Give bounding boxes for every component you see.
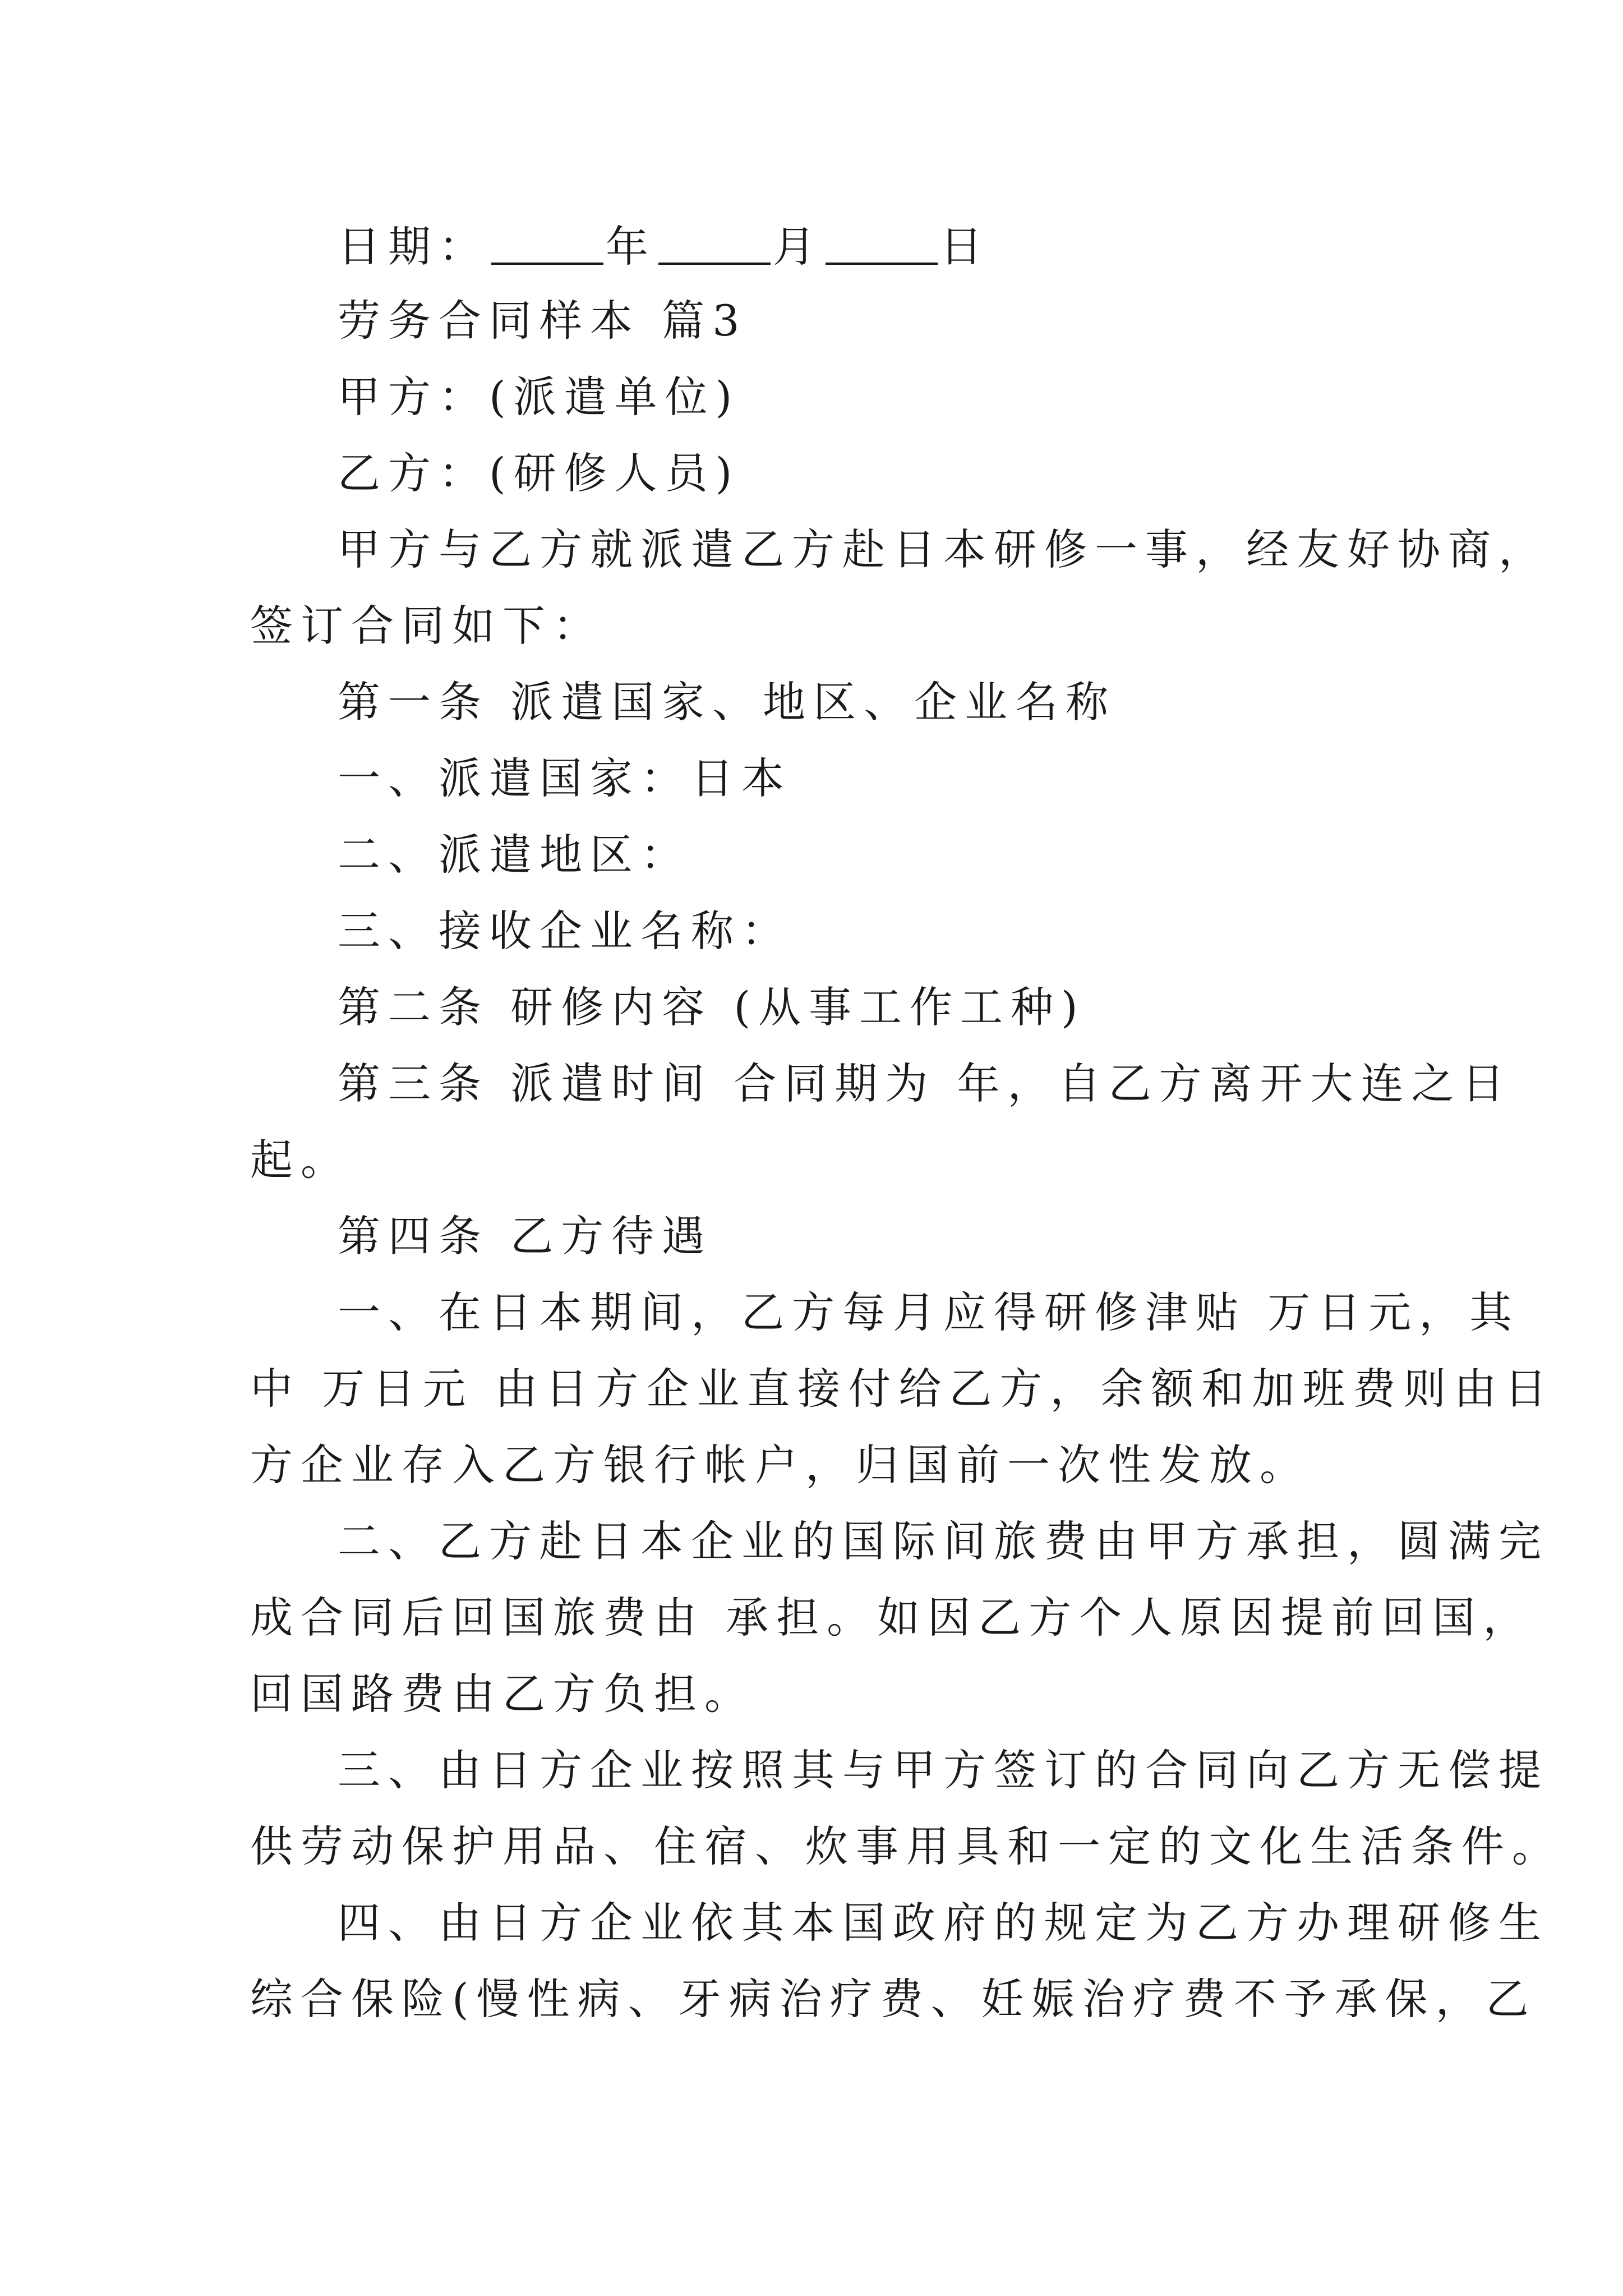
article1-title: 第一条 派遣国家、地区、企业名称 bbox=[338, 677, 1117, 727]
article4-p1-line-3: 方企业存入乙方银行帐户，归国前一次性发放。 bbox=[250, 1440, 1310, 1490]
date-line bbox=[338, 217, 1389, 272]
year-blank bbox=[491, 220, 603, 265]
party-b: 乙方：(研修人员) bbox=[338, 448, 740, 498]
article3-line-2: 起。 bbox=[250, 1135, 351, 1185]
article4-p2-line-2: 成合同后回国旅费由 承担。如因乙方个人原因提前回国， bbox=[250, 1593, 1534, 1642]
day-label: 日 bbox=[940, 222, 990, 272]
article4-p3-line-1: 三、由日方企业按照其与甲方签订的合同向乙方无偿提 bbox=[338, 1745, 1549, 1795]
article2-title: 第二条 研修内容 (从事工作工种) bbox=[338, 982, 1086, 1032]
article1-item-1: 一、派遣国家：日本 bbox=[338, 753, 792, 803]
party-a: 甲方：(派遣单位) bbox=[338, 372, 740, 422]
document-heading: 劳务合同样本 篇3 bbox=[338, 296, 748, 346]
intro-line-2: 签订合同如下： bbox=[250, 601, 603, 651]
article4-p1-line-2: 中 万日元 由日方企业直接付给乙方，余额和加班费则由日 bbox=[250, 1364, 1555, 1414]
date-label: 日期： bbox=[338, 222, 489, 272]
article4-p4-line-2: 综合保险(慢性病、牙病治疗费、妊娠治疗费不予承保，乙 bbox=[250, 1974, 1537, 2024]
year-label: 年 bbox=[606, 222, 656, 272]
article4-p4-line-1: 四、由日方企业依其本国政府的规定为乙方办理研修生 bbox=[338, 1898, 1549, 1948]
article4-title: 第四条 乙方待遇 bbox=[338, 1211, 713, 1261]
article4-p1-line-1: 一、在日本期间，乙方每月应得研修津贴 万日元，其 bbox=[338, 1287, 1520, 1337]
day-blank bbox=[826, 220, 938, 265]
article4-p2-line-3: 回国路费由乙方负担。 bbox=[250, 1669, 755, 1719]
month-blank bbox=[658, 220, 771, 265]
article1-item-3: 三、接收企业名称： bbox=[338, 906, 792, 956]
intro-line-1: 甲方与乙方就派遣乙方赴日本研修一事，经友好协商， bbox=[338, 524, 1549, 574]
article1-item-2: 二、派遣地区： bbox=[338, 830, 691, 880]
article3-line-1: 第三条 派遣时间 合同期为 年，自乙方离开大连之日 bbox=[338, 1059, 1513, 1108]
month-label: 月 bbox=[773, 222, 823, 272]
article4-p3-line-2: 供劳动保护用品、住宿、炊事用具和一定的文化生活条件。 bbox=[250, 1821, 1562, 1871]
article4-p2-line-1: 二、乙方赴日本企业的国际间旅费由甲方承担，圆满完 bbox=[338, 1516, 1549, 1566]
